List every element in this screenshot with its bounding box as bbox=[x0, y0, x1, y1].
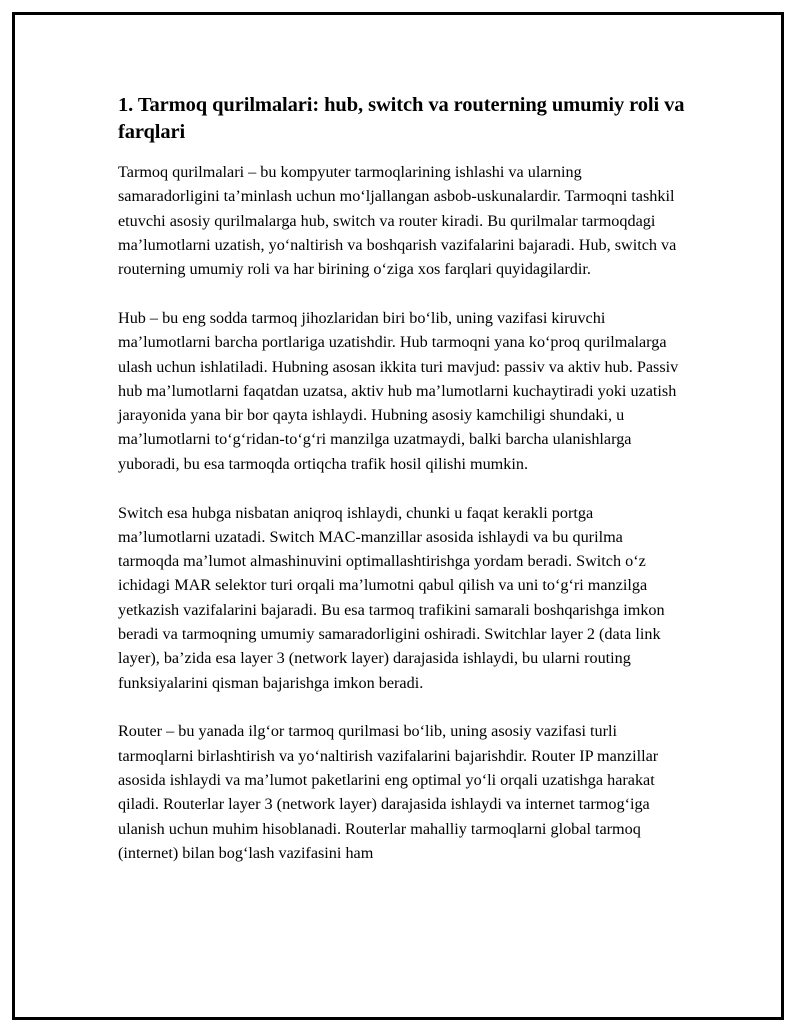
paragraph-switch: Switch esa hubga nisbatan aniqroq ishlaydi, chunki u faqat kerakli portga ma’lumotlarni uzatadi. Switch MAC-manzillar asosida ishlaydi va bu qurilma tarmoqda ma’lumot almashinuvini optimallashtirishga yordam beradi. Switch o‘z ichidagi MAR selektor turi orqali ma’lumotni qabul qilish va uni to‘g‘ri manzilga yetkazish vazifalarini bajaradi. Bu esa tarmoq trafikini samarali boshqarishga imkon beradi va tarmoqning umumiy samaradorligini oshiradi. Switchlar layer 2 (data link layer), ba’zida esa layer 3 (network layer) darajasida ishlaydi, bu ularni routing funksiyalarini qisman bajarishga imkon beradi. bbox=[118, 503, 665, 692]
paragraph-intro: Tarmoq qurilmalari – bu kompyuter tarmoqlarining ishlashi va ularning samaradorligini ta’minlash uchun mo‘ljallangan asbob-uskunalardir. Tarmoqni tashkil etuvchi asosiy qurilmalarga hub, switch va router kiradi. Bu qurilmalar tarmoqdagi ma’lumotlarni uzatish, yo‘naltirish va boshqarish vazifalarini bajaradi. Hub, switch va routerning umumiy roli va har birining o‘ziga xos farqlari quyidagilardir. bbox=[118, 163, 677, 279]
paragraph-router: Router – bu yanada ilg‘or tarmoq qurilmasi bo‘lib, uning asosiy vazifasi turli tarmoqlarni birlashtirish va yo‘naltirish vazifalarini bajarishdir. Router IP manzillar asosida ishlaydi va ma’lumot paketlarini eng optimal yo‘li orqali uzatishga harakat qiladi. Routerlar layer 3 (network layer) darajasida ishlaydi va internet tarmog‘iga ulanish uchun muhim hisoblanadi. Routerlar mahalliy tarmoqlarni global tarmoq (internet) bilan bog‘lash vazifasini ham bbox=[118, 722, 659, 862]
document-body bbox=[118, 92, 686, 890]
section-heading: 1. Tarmoq qurilmalari: hub, switch va routerning umumiy roli va farqlari bbox=[118, 94, 685, 143]
paragraph-hub: Hub – bu eng sodda tarmoq jihozlaridan biri bo‘lib, uning vazifasi kiruvchi ma’lumotlarni barcha portlariga uzatishdir. Hub tarmoqni yana ko‘proq qurilmalarga ulash uchun ishlatiladi. Hubning asosan ikkita turi mavjud: passiv va aktiv hub. Passiv hub ma’lumotlarni faqatdan uzatsa, aktiv hub ma’lumotlarni kuchaytiradi yoki uzatish jarayonida yana bir bor qayta ishlaydi. Hubning asosiy kamchiligi shundaki, u ma’lumotlarni to‘g‘ridan-to‘g‘ri manzilga uzatmaydi, balki barcha ulanishlarga yuboradi, bu esa tarmoqda ortiqcha trafik hosil qilishi mumkin. bbox=[118, 308, 679, 473]
